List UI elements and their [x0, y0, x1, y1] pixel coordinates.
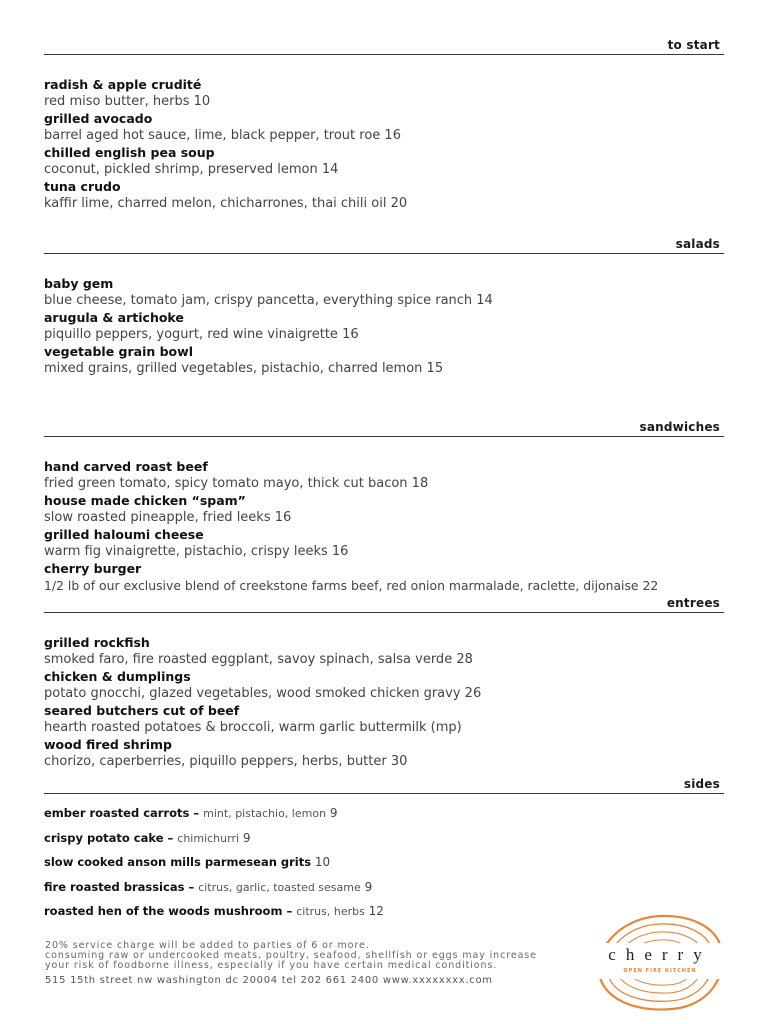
item-description: smoked faro, fire roasted eggplant, savoy spinach, salsa verde 28: [44, 652, 473, 667]
item-description: 1/2 lb of our exclusive blend of creekstone farms beef, red onion marmalade, raclette, dijonaise 22: [44, 578, 659, 593]
item-separator: –: [282, 904, 297, 918]
side-item: [44, 853, 724, 878]
menu-item: [44, 144, 724, 178]
section-entrees: [44, 593, 724, 770]
footer: [45, 941, 585, 988]
health-warning-line-2: your risk of foodborne illness, especially if you have certain medical conditions.: [45, 960, 498, 971]
side-item: [44, 829, 724, 854]
item-name: grilled avocado: [44, 111, 153, 126]
item-name: tuna crudo: [44, 179, 121, 194]
section-header: [44, 234, 724, 254]
item-description: kaffir lime, charred melon, chicharrones, thai chili oil 20: [44, 196, 408, 211]
section-sides: [44, 774, 724, 927]
item-name: roasted hen of the woods mushroom: [44, 904, 283, 918]
item-name: hand carved roast beef: [44, 459, 208, 474]
item-name: fire roasted brassicas: [44, 879, 185, 894]
item-name: vegetable grain bowl: [44, 344, 193, 359]
item-name: wood fired shrimp: [44, 737, 172, 752]
item-name: house made chicken “spam”: [44, 493, 246, 508]
logo-tagline: OPEN FIRE KITCHEN: [623, 968, 697, 974]
logo-wordmark: cherry: [608, 945, 712, 964]
menu-item: [44, 178, 724, 212]
section-title: sides: [683, 777, 720, 791]
item-name: arugula & artichoke: [44, 310, 184, 325]
menu-item: [44, 560, 724, 594]
section-sandwiches: [44, 417, 724, 594]
menu-item: [44, 702, 724, 736]
item-list: [44, 254, 724, 377]
section-salads: [44, 234, 724, 377]
item-price: 10: [311, 855, 331, 869]
item-description: fried green tomato, spicy tomato mayo, thick cut bacon 18: [44, 476, 429, 491]
item-description: chorizo, caperberries, piquillo peppers, herbs, butter 30: [44, 754, 408, 769]
item-description: blue cheese, tomato jam, crispy pancetta, everything spice ranch 14: [44, 293, 493, 308]
section-title: entrees: [666, 596, 720, 610]
item-price: 12: [364, 904, 384, 918]
item-list: [44, 437, 724, 594]
item-description: citrus, herbs: [296, 905, 365, 918]
item-description: warm fig vinaigrette, pistachio, crispy leeks 16: [44, 544, 349, 559]
section-header: [44, 35, 724, 55]
menu-item: [44, 492, 724, 526]
item-separator: –: [184, 879, 199, 894]
item-description: red miso butter, herbs 10: [44, 94, 211, 109]
item-name: baby gem: [44, 276, 114, 291]
item-description: coconut, pickled shrimp, preserved lemon 14: [44, 162, 339, 177]
menu-item: [44, 343, 724, 377]
section-title: sandwiches: [639, 420, 720, 434]
item-price: 9: [360, 879, 373, 894]
address-contact: 515 15th street nw washington dc 20004 tel 202 661 2400 www.xxxxxxxx.com: [45, 975, 493, 986]
menu-item: [44, 76, 724, 110]
menu-item: [44, 526, 724, 560]
menu-item: [44, 634, 724, 668]
item-name: seared butchers cut of beef: [44, 703, 240, 718]
item-description: citrus, garlic, toasted sesame: [198, 880, 361, 894]
item-description: piquillo peppers, yogurt, red wine vinaigrette 16: [44, 327, 359, 342]
item-description: mixed grains, grilled vegetables, pistachio, charred lemon 15: [44, 361, 444, 376]
item-name: crispy potato cake: [44, 830, 164, 845]
menu-item: [44, 309, 724, 343]
item-description: slow roasted pineapple, fried leeks 16: [44, 510, 292, 525]
menu-item: [44, 275, 724, 309]
item-name: cherry burger: [44, 561, 142, 576]
item-name: grilled haloumi cheese: [44, 527, 204, 542]
item-list: [44, 794, 724, 927]
item-name: radish & apple crudité: [44, 77, 202, 92]
service-charge-note: 20% service charge will be added to parties of 6 or more.: [45, 940, 370, 951]
item-name: chicken & dumplings: [44, 669, 191, 684]
item-price: 9: [239, 830, 251, 845]
section-title: salads: [675, 237, 720, 251]
item-name: grilled rockfish: [44, 635, 150, 650]
item-description: barrel aged hot sauce, lime, black pepper, trout roe 16: [44, 128, 401, 143]
side-item: [44, 878, 724, 903]
section-header: [44, 417, 724, 437]
item-description: chimichurri: [177, 831, 240, 845]
item-name: ember roasted carrots: [44, 806, 190, 820]
item-price: 9: [326, 806, 338, 820]
section-header: [44, 774, 724, 794]
menu-item: [44, 736, 724, 770]
menu-item: [44, 110, 724, 144]
item-name: chilled english pea soup: [44, 145, 215, 160]
item-separator: –: [189, 806, 204, 820]
side-item: [44, 804, 724, 829]
health-warning-line-1: consuming raw or undercooked meats, poultry, seafood, shellfish or eggs may increase: [45, 950, 537, 961]
section-title: to start: [667, 38, 720, 52]
cherry-logo: [590, 912, 730, 1012]
menu-item: [44, 668, 724, 702]
item-description: potato gnocchi, glazed vegetables, wood smoked chicken gravy 26: [44, 686, 482, 701]
item-name: slow cooked anson mills parmesean grits: [44, 855, 312, 869]
item-description: hearth roasted potatoes & broccoli, warm garlic buttermilk (mp): [44, 720, 462, 735]
item-list: [44, 55, 724, 212]
menu-item: [44, 458, 724, 492]
item-separator: –: [163, 830, 178, 845]
item-list: [44, 613, 724, 770]
section-header: [44, 593, 724, 613]
section-to-start: [44, 35, 724, 212]
item-description: mint, pistachio, lemon: [203, 807, 327, 820]
